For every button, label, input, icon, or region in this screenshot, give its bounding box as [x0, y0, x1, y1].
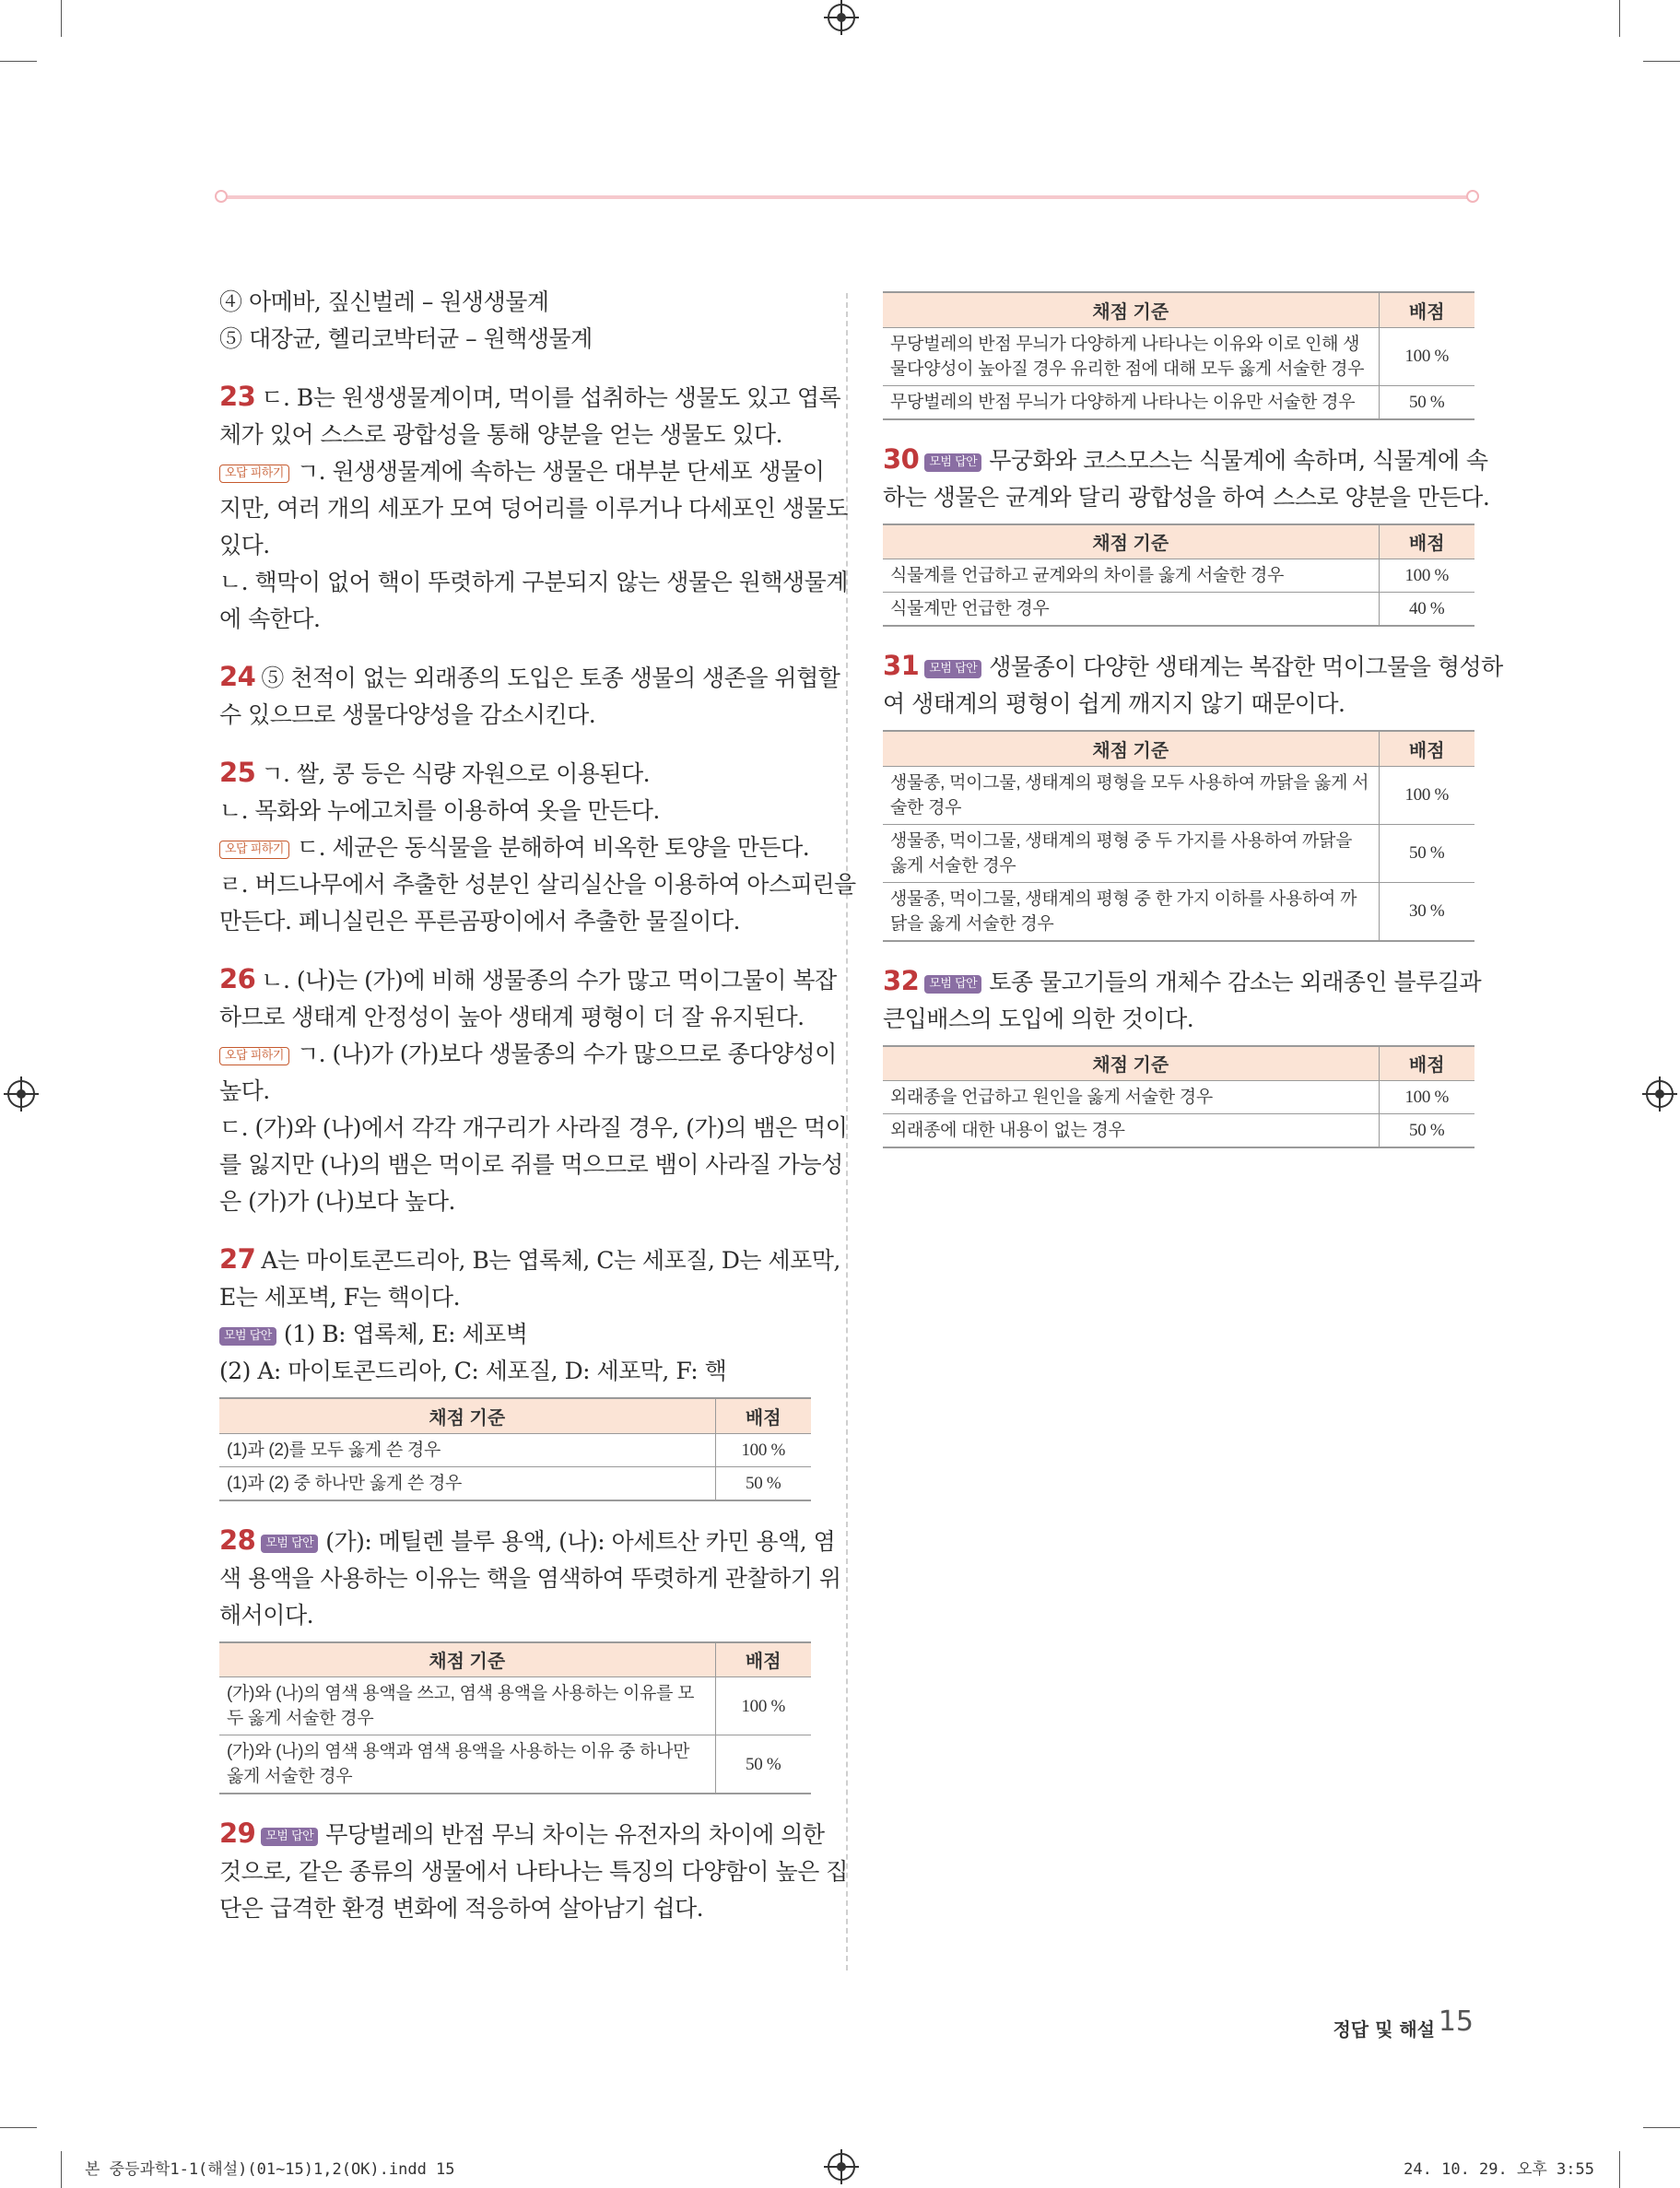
footer-section-title: 정답 및 해설 — [1333, 2018, 1435, 2041]
score-cell: 50 % — [715, 1735, 811, 1794]
text-line: 있다. — [219, 532, 270, 559]
print-slug-timestamp: 24. 10. 29. 오후 3:55 — [1404, 2160, 1594, 2179]
table-header: 채점 기준 — [883, 292, 1379, 327]
question-number: 31 — [883, 650, 920, 681]
question-number: 24 — [219, 661, 256, 692]
question-number: 29 — [219, 1817, 256, 1849]
score-cell: 100 % — [715, 1677, 811, 1735]
score-cell: 40 % — [1379, 593, 1474, 627]
question-number: 27 — [219, 1243, 256, 1275]
crop-mark — [61, 0, 62, 37]
criteria-cell: 무당벌레의 반점 무늬가 다양하게 나타나는 이유만 서술한 경우 — [883, 385, 1379, 419]
crop-mark — [61, 2151, 62, 2188]
page-number: 15 — [1438, 2006, 1474, 2038]
text-line: 하므로 생태계 안정성이 높아 생태계 평형이 더 잘 유지된다. — [219, 1004, 805, 1030]
answer-29 — [219, 1815, 848, 1927]
text-line: 은 (가)가 (나)보다 높다. — [219, 1188, 456, 1215]
grading-table — [883, 730, 1474, 942]
model-answer-badge: 모범 답안 — [261, 1828, 318, 1846]
text-line: 것으로, 같은 종류의 생물에서 나타나는 특징의 다양함이 높은 집 — [219, 1858, 848, 1885]
text-line: ㄹ. 버드나무에서 추출한 성분인 살리실산을 이용하여 아스피린을 — [219, 871, 856, 898]
registration-mark-icon — [1646, 1080, 1674, 1108]
table-row — [883, 1081, 1474, 1114]
grading-table — [883, 291, 1474, 420]
score-cell: 30 % — [1379, 882, 1474, 941]
model-answer-badge: 모범 답안 — [924, 975, 981, 994]
table-header: 배점 — [1379, 1046, 1474, 1081]
score-cell: 100 % — [715, 1433, 811, 1466]
answer-23 — [219, 378, 848, 638]
crop-mark — [0, 2127, 37, 2128]
text-line: 색 용액을 사용하는 이유는 핵을 염색하여 뚜렷하게 관찰하기 위 — [219, 1564, 841, 1592]
question-number: 30 — [883, 442, 920, 475]
table-header: 배점 — [715, 1398, 811, 1433]
question-number: 28 — [219, 1523, 256, 1556]
crop-mark — [1619, 0, 1620, 37]
wrong-answer-badge: 오답 피하기 — [219, 465, 289, 483]
score-cell: 50 % — [1379, 824, 1474, 882]
criteria-cell: 생물종, 먹이그물, 생태계의 평형 중 한 가지 이하를 사용하여 까닭을 옳게 서술한 경우 — [883, 882, 1379, 941]
criteria-cell: (가)와 (나)의 염색 용액과 염색 용액을 사용하는 이유 중 하나만 옳게 서술한 경우 — [219, 1735, 715, 1794]
text-line: 단은 급격한 환경 변화에 적응하여 살아남기 쉽다. — [219, 1895, 704, 1922]
answer-25 — [219, 754, 856, 940]
text-line: ㄷ. (가)와 (나)에서 각각 개구리가 사라질 경우, (가)의 뱀은 먹이 — [219, 1114, 848, 1141]
answer-24 — [219, 658, 840, 734]
right-column — [883, 286, 1503, 1169]
grading-table — [883, 523, 1474, 628]
score-cell: 50 % — [715, 1466, 811, 1500]
text-line: (가): 메틸렌 블루 용액, (나): 아세트산 카민 용액, 염 — [325, 1527, 836, 1555]
text-line: ㄷ. B는 원생생물계이며, 먹이를 섭취하는 생물도 있고 엽록 — [261, 384, 841, 411]
table-row — [883, 593, 1474, 627]
table-header: 배점 — [1379, 292, 1474, 327]
registration-mark-icon — [828, 4, 855, 31]
table-row — [883, 327, 1474, 385]
registration-mark-icon — [7, 1080, 35, 1108]
score-cell: 100 % — [1379, 559, 1474, 593]
text-line: ㄴ. 목화와 누에고치를 이용하여 옷을 만든다. — [219, 797, 660, 824]
header-rule — [221, 195, 1473, 199]
criteria-cell: 외래종을 언급하고 원인을 옳게 서술한 경우 — [883, 1081, 1379, 1114]
table-header: 배점 — [1379, 524, 1474, 559]
answer-27 — [219, 1241, 840, 1501]
table-row — [219, 1735, 811, 1794]
question-number: 23 — [219, 381, 256, 412]
text-line: 를 잃지만 (나)의 뱀은 먹이로 쥐를 먹으므로 뱀이 사라질 가능성 — [219, 1151, 843, 1178]
table-row — [883, 559, 1474, 593]
model-answer-badge: 모범 답안 — [219, 1327, 276, 1346]
wrong-answer-badge: 오답 피하기 — [219, 1047, 289, 1065]
table-row — [883, 1114, 1474, 1148]
text-line: ⑤ 천적이 없는 외래종의 도입은 토종 생물의 생존을 위협할 — [261, 665, 840, 691]
score-cell: 100 % — [1379, 327, 1474, 385]
answer-26 — [219, 960, 848, 1220]
table-row — [219, 1677, 811, 1735]
table-row — [883, 385, 1474, 419]
text-line: 하는 생물은 균계와 달리 광합성을 하여 스스로 양분을 만든다. — [883, 483, 1490, 511]
text-line: 큰입배스의 도입에 의한 것이다. — [883, 1005, 1194, 1032]
table-header: 배점 — [715, 1642, 811, 1677]
score-cell: 100 % — [1379, 766, 1474, 824]
text-line: 체가 있어 스스로 광합성을 통해 양분을 얻는 생물도 있다. — [219, 421, 782, 448]
text-line: 생물종이 다양한 생태계는 복잡한 먹이그물을 형성하 — [989, 653, 1503, 680]
grading-table — [219, 1397, 811, 1501]
text-line: ㄱ. (나)가 (가)보다 생물종의 수가 많으므로 종다양성이 — [296, 1041, 837, 1067]
registration-mark-icon — [828, 2153, 855, 2181]
answer-28 — [219, 1522, 841, 1795]
text-line: 무당벌레의 반점 무늬 차이는 유전자의 차이에 의한 — [325, 1821, 825, 1848]
text-line: 수 있으므로 생물다양성을 감소시킨다. — [219, 701, 596, 728]
criteria-cell: 생물종, 먹이그물, 생태계의 평형 중 두 가지를 사용하여 까닭을 옳게 서술한 경우 — [883, 824, 1379, 882]
text-line: E는 세포벽, F는 핵이다. — [219, 1284, 461, 1311]
table-header: 채점 기준 — [883, 1046, 1379, 1081]
text-line: A는 마이토콘드리아, B는 엽록체, C는 세포질, D는 세포막, — [261, 1247, 840, 1274]
criteria-cell: 무당벌레의 반점 무늬가 다양하게 나타나는 이유와 이로 인해 생물다양성이 높아질 경우 유리한 점에 대해 모두 옳게 서술한 경우 — [883, 327, 1379, 385]
text-line: 에 속한다. — [219, 606, 321, 632]
text-line: 여 생태계의 평형이 쉽게 깨지지 않기 때문이다. — [883, 690, 1345, 717]
text-line: ㄷ. 세균은 동식물을 분해하여 비옥한 토양을 만든다. — [296, 834, 810, 861]
text-line: 토종 물고기들의 개체수 감소는 외래종인 블루길과 — [989, 968, 1482, 995]
table-row — [219, 1433, 811, 1466]
criteria-cell: 생물종, 먹이그물, 생태계의 평형을 모두 사용하여 까닭을 옳게 서술한 경우 — [883, 766, 1379, 824]
criteria-cell: (1)과 (2) 중 하나만 옳게 쓴 경우 — [219, 1466, 715, 1500]
question-number: 25 — [219, 757, 256, 788]
text-line: ㄱ. 쌀, 콩 등은 식량 자원으로 이용된다. — [261, 760, 651, 787]
crop-mark — [1643, 61, 1680, 62]
text-line: 만든다. 페니실린은 푸른곰팡이에서 추출한 물질이다. — [219, 908, 740, 935]
text-line: ⑤ 대장균, 헬리코박터균 – 원핵생물계 — [219, 325, 593, 352]
text-line: ④ 아메바, 짚신벌레 – 원생생물계 — [219, 288, 549, 315]
crop-mark — [1643, 2127, 1680, 2128]
table-row — [883, 882, 1474, 941]
score-cell: 50 % — [1379, 1114, 1474, 1148]
score-cell: 100 % — [1379, 1081, 1474, 1114]
text-line: ㄱ. 원생생물계에 속하는 생물은 대부분 단세포 생물이 — [296, 458, 825, 485]
table-header: 채점 기준 — [883, 524, 1379, 559]
table-row — [883, 824, 1474, 882]
grading-table — [883, 1045, 1474, 1149]
text-line: 무궁화와 코스모스는 식물계에 속하며, 식물계에 속 — [989, 446, 1488, 474]
table-header: 채점 기준 — [883, 731, 1379, 766]
criteria-cell: 외래종에 대한 내용이 없는 경우 — [883, 1114, 1379, 1148]
table-header: 채점 기준 — [219, 1398, 715, 1433]
grading-table — [219, 1641, 811, 1795]
left-column — [219, 284, 856, 1927]
table-header: 채점 기준 — [219, 1642, 715, 1677]
answer-30 — [883, 441, 1490, 628]
wrong-answer-badge: 오답 피하기 — [219, 841, 289, 859]
question-number: 26 — [219, 963, 256, 994]
score-cell: 50 % — [1379, 385, 1474, 419]
answer-22-continued — [219, 284, 811, 358]
text-line: ㄴ. 핵막이 없어 핵이 뚜렷하게 구분되지 않는 생물은 원핵생물계 — [219, 569, 848, 595]
model-answer-badge: 모범 답안 — [924, 660, 981, 678]
crop-mark — [0, 61, 37, 62]
text-line: 해서이다. — [219, 1601, 314, 1629]
text-line: ㄴ. (나)는 (가)에 비해 생물종의 수가 많고 먹이그물이 복잡 — [261, 967, 837, 994]
print-slug-filename: 본 중등과학1-1(해설)(01~15)1,2(OK).indd 15 — [85, 2160, 455, 2179]
criteria-cell: 식물계를 언급하고 균계와의 차이를 옳게 서술한 경우 — [883, 559, 1379, 593]
table-row — [219, 1466, 811, 1500]
text-line: 지만, 여러 개의 세포가 모여 덩어리를 이루거나 다세포인 생물도 — [219, 495, 848, 522]
text-line: (1) B: 엽록체, E: 세포벽 — [283, 1321, 528, 1347]
text-line: (2) A: 마이토콘드리아, C: 세포질, D: 세포막, F: 핵 — [219, 1358, 727, 1384]
question-number: 32 — [883, 964, 920, 996]
criteria-cell: 식물계만 언급한 경우 — [883, 593, 1379, 627]
answer-31 — [883, 647, 1503, 942]
table-header: 배점 — [1379, 731, 1474, 766]
answer-32 — [883, 962, 1482, 1149]
criteria-cell: (1)과 (2)를 모두 옳게 쓴 경우 — [219, 1433, 715, 1466]
model-answer-badge: 모범 답안 — [924, 453, 981, 472]
crop-mark — [1619, 2151, 1620, 2188]
table-row — [883, 766, 1474, 824]
model-answer-badge: 모범 답안 — [261, 1535, 318, 1553]
criteria-cell: (가)와 (나)의 염색 용액을 쓰고, 염색 용액을 사용하는 이유를 모두 옳게 서술한 경우 — [219, 1677, 715, 1735]
text-line: 높다. — [219, 1077, 270, 1104]
